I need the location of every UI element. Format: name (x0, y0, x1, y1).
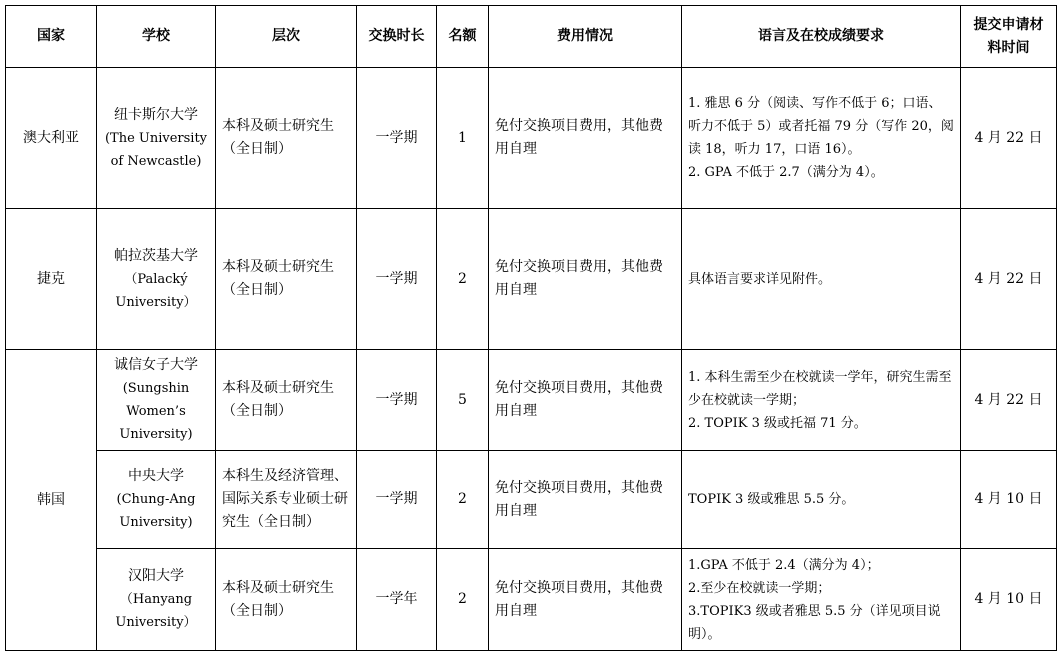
requirement-item: TOPIK 3 级或雅思 5.5 分。 (688, 492, 855, 507)
quota-cell: 2 (437, 209, 489, 350)
requirements-cell (682, 549, 961, 651)
table-row (6, 209, 1057, 350)
requirements-cell (682, 451, 961, 549)
deadline-cell: 4 月 22 日 (961, 68, 1057, 209)
country-cell: 韩国 (6, 350, 97, 651)
requirements-cell (682, 209, 961, 350)
header-fee: 费用情况 (489, 6, 682, 68)
requirements-cell (682, 350, 961, 451)
header-school: 学校 (97, 6, 216, 68)
school-cell (97, 549, 216, 651)
fee-cell: 免付交换项目费用，其他费用自理 (489, 549, 682, 651)
header-level: 层次 (216, 6, 357, 68)
table-row (6, 451, 1057, 549)
fee-cell: 免付交换项目费用，其他费用自理 (489, 451, 682, 549)
school-name-en: (Chung-Ang University) (116, 492, 196, 530)
duration-cell: 一学年 (357, 549, 437, 651)
table-row (6, 549, 1057, 651)
level-cell: 本科及硕士研究生（全日制） (216, 350, 357, 451)
requirement-item: 1. 本科生需至少在校就读一学年，研究生需至少在校就读一学期； (688, 369, 952, 408)
school-name-en: （Palacký University） (115, 271, 197, 310)
header-quota: 名额 (437, 6, 489, 68)
quota-cell: 5 (437, 350, 489, 451)
school-name-cn: 中央大学 (128, 468, 184, 484)
deadline-cell: 4 月 22 日 (961, 350, 1057, 451)
requirement-item: 1. 雅思 6 分（阅读、写作不低于 6；口语、听力不低于 5）或者托福 79 分（写作 20，阅读 18，听力 17，口语 16）。 (688, 96, 954, 157)
school-name-cn: 纽卡斯尔大学 (114, 106, 198, 123)
school-cell (97, 209, 216, 350)
deadline-cell: 4 月 22 日 (961, 209, 1057, 350)
deadline-cell: 4 月 10 日 (961, 451, 1057, 549)
school-cell (97, 350, 216, 451)
requirement-item: 2.至少在校就读一学期； (688, 580, 831, 596)
header-duration: 交换时长 (357, 6, 437, 68)
duration-cell: 一学期 (357, 451, 437, 549)
level-cell: 本科生及经济管理、国际关系专业硕士研究生（全日制） (216, 451, 357, 549)
school-name-en: (Sungshin Women’s University) (119, 381, 193, 442)
country-cell: 捷克 (6, 209, 97, 350)
quota-cell: 1 (437, 68, 489, 209)
level-cell: 本科及硕士研究生（全日制） (216, 549, 357, 651)
requirement-item: 1.GPA 不低于 2.4（满分为 4）； (688, 557, 880, 573)
requirement-item: 2. GPA 不低于 2.7（满分为 4）。 (688, 165, 884, 180)
school-name-en: （Hanyang University） (115, 592, 197, 630)
quota-cell: 2 (437, 549, 489, 651)
fee-cell: 免付交换项目费用，其他费用自理 (489, 68, 682, 209)
school-name-cn: 汉阳大学 (128, 568, 184, 584)
header-row (6, 6, 1057, 68)
level-cell: 本科及硕士研究生（全日制） (216, 68, 357, 209)
header-deadline: 提交申请材料时间 (961, 6, 1057, 68)
requirement-item: 2. TOPIK 3 级或托福 71 分。 (688, 415, 867, 431)
school-cell (97, 68, 216, 209)
header-country: 国家 (6, 6, 97, 68)
requirements-cell (682, 68, 961, 209)
requirement-item: 3.TOPIK3 级或者雅思 5.5 分（详见项目说明）。 (688, 603, 941, 642)
duration-cell: 一学期 (357, 209, 437, 350)
quota-cell: 2 (437, 451, 489, 549)
requirement-item: 具体语言要求详见附件。 (688, 271, 832, 287)
school-cell (97, 451, 216, 549)
school-name-cn: 帕拉茨基大学 (114, 247, 198, 264)
header-requirements: 语言及在校成绩要求 (682, 6, 961, 68)
duration-cell: 一学期 (357, 68, 437, 209)
fee-cell: 免付交换项目费用，其他费用自理 (489, 350, 682, 451)
exchange-program-table (5, 5, 1057, 651)
table-row (6, 68, 1057, 209)
country-cell: 澳大利亚 (6, 68, 97, 209)
duration-cell: 一学期 (357, 350, 437, 451)
table-row (6, 350, 1057, 451)
deadline-cell: 4 月 10 日 (961, 549, 1057, 651)
school-name-en: (The University of Newcastle) (104, 130, 208, 169)
school-name-cn: 诚信女子大学 (114, 357, 198, 373)
level-cell: 本科及硕士研究生（全日制） (216, 209, 357, 350)
fee-cell: 免付交换项目费用，其他费用自理 (489, 209, 682, 350)
